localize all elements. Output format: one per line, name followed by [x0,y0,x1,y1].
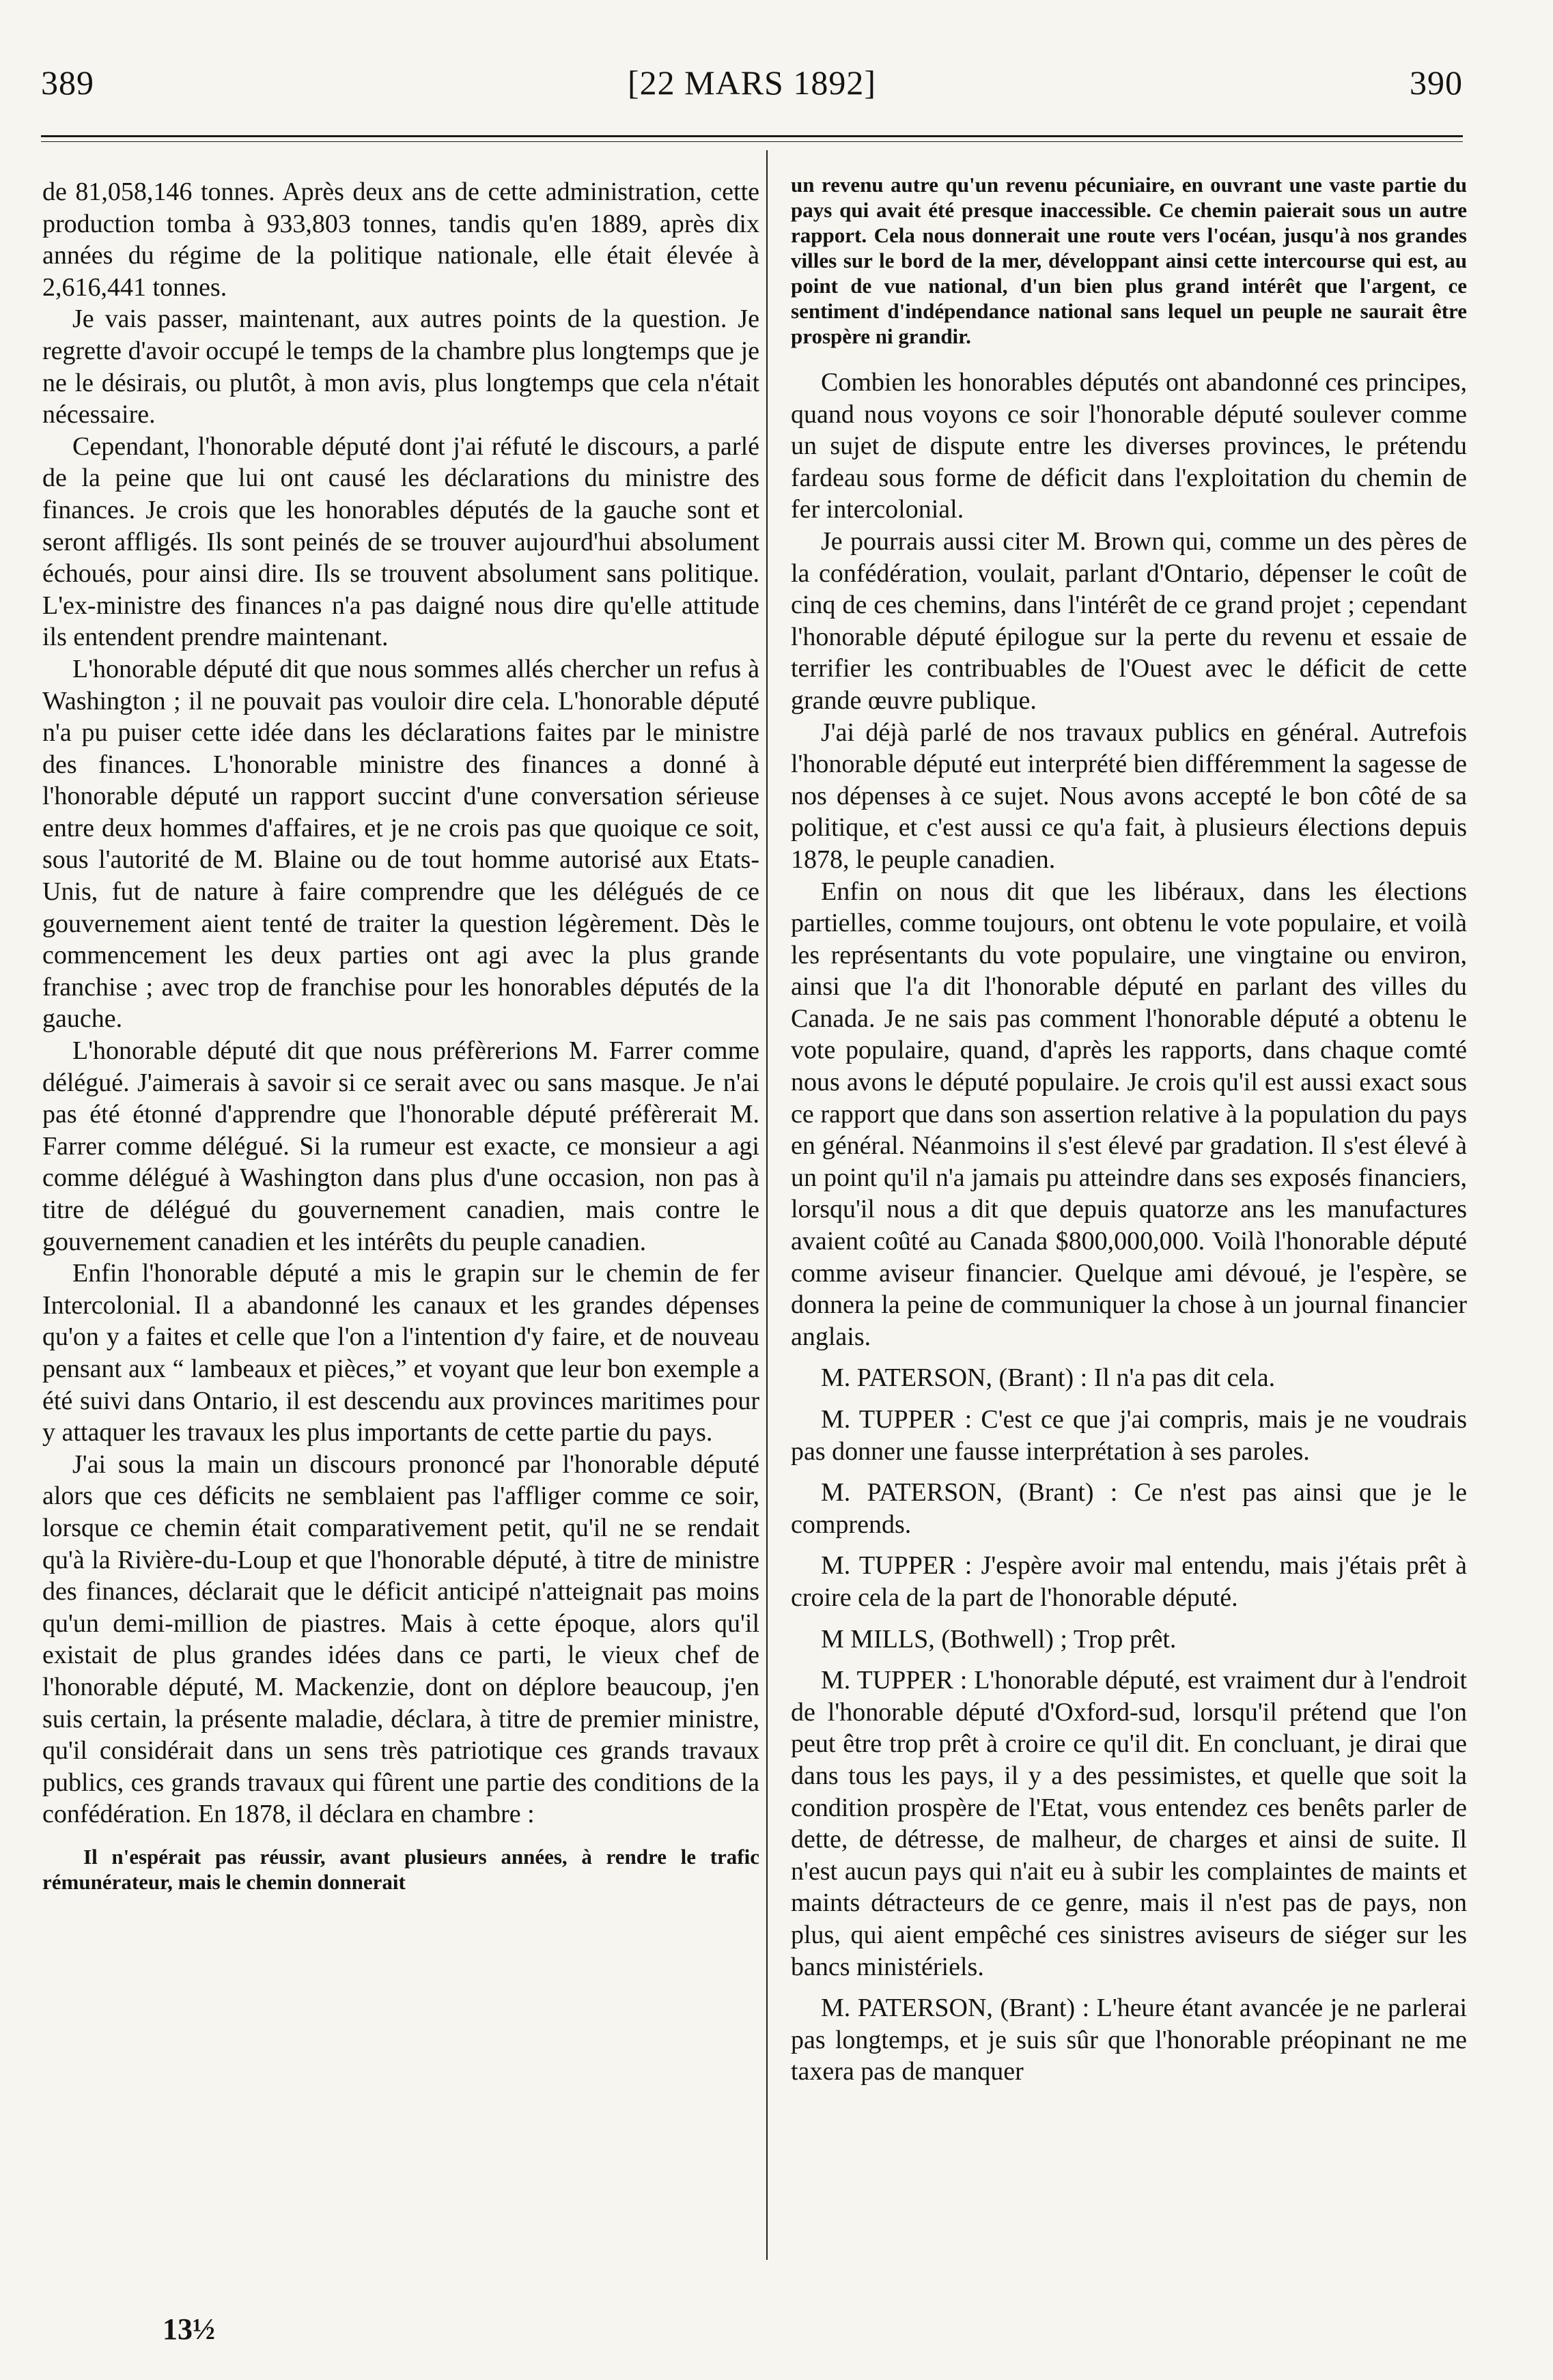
quote-text: Il n'espérait pas réussir, avant plusieurs années, à rendre le trafic rémunérateur, mais le chemin donnerait [42,1844,759,1894]
paragraph: Enfin l'honorable député a mis le grapin sur le chemin de fer Intercolonial. Il a abandonné les canaux et les grandes dépenses qu'on y a faites et celle que l'on a l'intention d'y faire, et de nouveau pensant aux “ lambeaux et pièces,” et voyant que leur bon exemple a été suivi dans Ontario, il est descendu aux provinces maritimes pour y attaquer les travaux les plus importants de cette partie du pays. [42,1259,759,1447]
dialogue-entry [791,1477,1467,1540]
header-rule-thin [41,141,1463,142]
header-date: [22 MARS 1892] [627,63,877,102]
speech-text: Ce n'est pas ainsi que je le comprends. [791,1478,1467,1539]
dialogue-entry [791,1404,1467,1467]
dialogue-entry [791,1992,1467,2088]
speaker-name: M. PATERSON, (Brant) : [821,1478,1118,1507]
paragraph: Combien les honorables députés ont abandonné ces principes, quand nous voyons ce soir l'honorable député soulever comme un sujet de dispute entre les diverses provinces, le prétendu fardeau sous forme de déficit dans l'exploitation du chemin de fer intercolonial. [791,368,1467,524]
paragraph: L'honorable député dit que nous sommes allés chercher un refus à Washington ; il ne pouvait pas vouloir dire cela. L'honorable député n'a pu puiser cette idée dans les déclarations faites par le ministre des finances. L'honorable ministre des finances a donné à l'honorable député un rapport succint d'une conversation sérieuse entre deux hommes d'affaires, et je ne crois pas que quoique ce soit, sous l'autorité de M. Blaine ou de tout homme autorisé aux Etats-Unis, fut de nature à faire comprendre que les délégués de ce gouvernement aient tenté de traiter la question légèrement. Dès le commencement les deux parties ont agi avec la plus grande franchise ; avec trop de franchise pour les honorables députés de la gauche. [42,654,759,1034]
dialogue-entry [791,1362,1467,1394]
quote-text: un revenu autre qu'un revenu pécuniaire, en ouvrant une vaste partie du pays qui avait été presque inaccessible. Ce chemin paierait sous un autre rapport. Cela nous donnerait une route vers l'océan, jusqu'à nos grandes villes sur le bord de la mer, développant ainsi cette intercourse qui est, au point de vue national, d'un bien plus grand intérêt que l'argent, ce sentiment d'indépendance national sans lequel un peuple ne saurait être prospère ni grandir. [791,173,1467,348]
speech-text: C'est ce que j'ai compris, mais je ne voudrais pas donner une fausse interprétation à ses paroles. [791,1405,1467,1466]
speech-text: L'honorable député, est vraiment dur à l'endroit de l'honorable député d'Oxford-sud, lorsqu'il prétend que l'on peut être trop prêt à croire ce qu'il dit. En concluant, je dirai que dans tous les pays, il y a des pessimistes, et quelle que soit la condition prospère de l'Etat, vous entendez ces benêts parler de dette, de détresse, de malheur, de charges et ainsi de suite. Il n'est aucun pays qui n'ait eu à subir les complaintes de maints et maints détracteurs de ce genre, mais il n'est pas de pays, non plus, qui aient empêché ces sinistres aviseurs de siéger sur les bancs ministériels. [791,1666,1467,1981]
speaker-name: M. TUPPER : [821,1666,968,1695]
signature-mark: 13½ [163,2312,215,2346]
speech-text: Il n'a pas dit cela. [1093,1363,1276,1393]
speaker-name: M. PATERSON, (Brant) : [821,1994,1090,2023]
paragraph: Je pourrais aussi citer M. Brown qui, comme un des pères de la confédération, voulait, parlant d'Ontario, dépenser le coût de cinq de ces chemins, dans l'intérêt de ce grand projet ; cependant l'honorable député épilogue sur la perte du revenu et essaie de terrifier les contribuables de l'Ouest avec le déficit de cette grande œuvre publique. [791,526,1467,715]
header-rule [41,135,1463,137]
dialogue-entry [791,1624,1467,1656]
right-column [791,172,1467,2088]
paragraph: Cependant, l'honorable député dont j'ai réfuté le discours, a parlé de la peine que lui ont causé les déclarations du ministre des finances. Je crois que les honorables députés de la gauche sont et seront affligés. Ils sont peinés de se trouver aujourd'hui absolument échoués, pour ainsi dire. Ils se trouvent absolument sans politique. L'ex-ministre des finances n'a pas daigné nous dire qu'elle attitude ils entendent prendre maintenant. [42,431,759,652]
speaker-name: M MILLS, (Bothwell) ; [821,1624,1067,1654]
paragraph: L'honorable député dit que nous préfèrerions M. Farrer comme délégué. J'aimerais à savoir si ce serait avec ou sans masque. Je n'ai pas été étonné d'apprendre que l'honorable député préfèrerait M. Farrer comme délégué. Si la rumeur est exacte, ce monsieur a agi comme délégué à Washington dans plus d'une occasion, non pas à titre de délégué du gouvernement canadien, mais contre le gouvernement canadien et les intérêts du peuple canadien. [42,1036,759,1256]
speech-text: J'espère avoir mal entendu, mais j'étais prêt à croire cela de la part de l'honorable député. [791,1551,1468,1612]
speech-text: Trop prêt. [1073,1624,1177,1654]
page-header [41,63,1463,111]
dialogue-entry [791,1550,1467,1613]
paragraph: de 81,058,146 tonnes. Après deux ans de cette administration, cette production tomba à 933,803 tonnes, tandis qu'en 1889, après dix années du régime de la politique nationale, elle était élevée à 2,616,441 tonnes. [42,178,759,302]
speaker-name: M. TUPPER : [821,1551,973,1581]
speaker-name: M. TUPPER : [821,1405,973,1434]
page-number-right: 390 [1410,63,1463,102]
page-number-left: 389 [41,63,94,102]
paragraph: Je vais passer, maintenant, aux autres points de la question. Je regrette d'avoir occupé le temps de la chambre plus longtemps que je ne le désirais, ou plutôt, à mon avis, plus longtemps que cela n'était nécessaire. [42,304,759,429]
column-divider [766,150,768,2260]
paragraph: J'ai déjà parlé de nos travaux publics en général. Autrefois l'honorable député eut interprété bien différemment la sagesse de nos dépenses à ce sujet. Nous avons accepté le bon côté de sa politique, et c'est aussi ce qu'a fait, à plusieurs élections depuis 1878, le peuple canadien. [791,718,1467,874]
dialogue-entry [791,1664,1467,1983]
speech-text: L'heure étant avancée je ne parlerai pas longtemps, et je suis sûr que l'honorable préopinant ne me taxera pas de manquer [791,1994,1468,2086]
quoted-passage-continued [791,172,1467,349]
quoted-passage [42,1844,759,1895]
left-column [42,176,759,1895]
paragraph: J'ai sous la main un discours prononcé par l'honorable député alors que ces déficits ne semblaient pas l'affliger comme ce soir, lorsque ce chemin était comparativement petit, qu'il ne se rendait qu'à la Rivière-du-Loup et que l'honorable député, à titre de ministre des finances, déclarait que le déficit anticipé n'atteignait pas moins qu'un demi-million de piastres. Mais à cette époque, alors qu'il existait de plus grandes idées dans ce parti, le vieux chef de l'honorable député, M. Mackenzie, dont on déplore beaucoup, j'en suis certain, la présente maladie, déclara, à titre de premier ministre, qu'il considérait dans un sens très patriotique ces grands travaux publics, ces grands travaux qui fûrent une partie des conditions de la confédération. En 1878, il déclara en chambre : [42,1449,759,1829]
speaker-name: M. PATERSON, (Brant) : [821,1363,1088,1393]
paragraph: Enfin on nous dit que les libéraux, dans les élections partielles, comme toujours, ont obtenu le vote populaire, et voilà les représentants du vote populaire, une vingtaine ou environ, ainsi que l'a dit l'honorable député en parlant des villes du Canada. Je ne sais pas comment l'honorable député a obtenu le vote populaire, quand, d'après les rapports, dans chaque comté nous avons le député populaire. Je crois qu'il est aussi exact sous ce rapport que dans son assertion relative à la population du pays en général. Néanmoins il s'est élevé par gradation. Il s'est élevé à un point qu'il n'a jamais pu atteindre dans ses exposés financiers, lorsqu'il nous a dit que depuis quatorze ans les manufactures avaient coûté au Canada $800,000,000. Voilà l'honorable député comme aviseur financier. Quelque ami dévoué, je l'espère, se donnera la peine de communiquer la chose à un journal financier anglais. [791,877,1467,1351]
